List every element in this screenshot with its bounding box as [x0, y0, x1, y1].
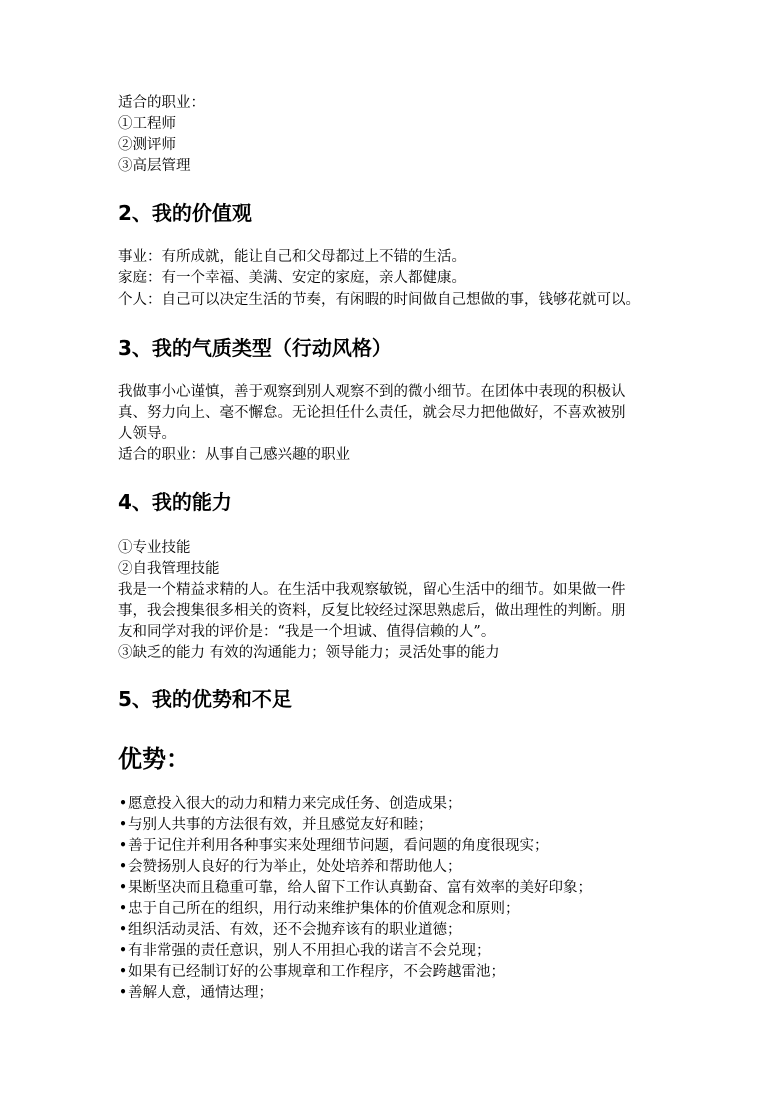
- temperament-line: 人领导。: [118, 426, 176, 442]
- bullet-marker: •: [118, 796, 128, 812]
- bullet-marker: •: [118, 901, 128, 917]
- ability-line: 我是一个精益求精的人。在生活中我观察敏锐，留心生活中的细节。如果做一件: [118, 582, 626, 598]
- strength-item: [118, 983, 273, 1003]
- values-line: 事业：有所成就，能让自己和父母都过上不错的生活。: [118, 249, 466, 265]
- bullet-marker: •: [118, 859, 128, 875]
- ability-line: 友和同学对我的评价是：“我是一个坦诚、值得信赖的人”。: [118, 624, 496, 640]
- bullet-marker: •: [118, 964, 128, 980]
- strength-item: [118, 878, 592, 898]
- temperament-line: 适合的职业：从事自己感兴趣的职业: [118, 447, 350, 463]
- ability-heading: 4、我的能力: [118, 490, 232, 514]
- strengths-subheading: 优势：: [118, 745, 190, 773]
- bullet-marker: •: [118, 943, 128, 959]
- temperament-line: 我做事小心谨慎，善于观察到别人观察不到的微小细节。在团体中表现的积极认: [118, 384, 626, 400]
- strength-text: 如果有已经制订好的公事规章和工作程序，不会跨越雷池；: [128, 964, 505, 980]
- values-line: 个人：自己可以决定生活的节奏，有闲暇的时间做自己想做的事，钱够花就可以。: [118, 292, 640, 308]
- strength-text: 果断坚决而且稳重可靠，给人留下工作认真勤奋、富有效率的美好印象；: [128, 880, 592, 896]
- strength-text: 善解人意，通情达理；: [128, 985, 273, 1001]
- strength-item: [118, 794, 462, 814]
- ability-line: ②自我管理技能: [118, 561, 220, 577]
- career-item: ③高层管理: [118, 158, 191, 174]
- strength-item: [118, 899, 520, 919]
- strength-item: [118, 857, 462, 877]
- strength-text: 善于记住并利用各种事实来处理细节问题，看问题的角度很现实；: [128, 838, 549, 854]
- bullet-marker: •: [118, 922, 128, 938]
- career-item: ①工程师: [118, 116, 176, 132]
- ability-line: 事，我会搜集很多相关的资料，反复比较经过深思熟虑后，做出理性的判断。朋: [118, 603, 626, 619]
- ability-line: ①专业技能: [118, 540, 191, 556]
- temperament-line: 真、努力向上、毫不懈怠。无论担任什么责任，就会尽力把他做好，不喜欢被别: [118, 405, 626, 421]
- strength-text: 有非常强的责任意识，别人不用担心我的诺言不会兑现；: [128, 943, 491, 959]
- bullet-marker: •: [118, 838, 128, 854]
- strength-item: [118, 962, 505, 982]
- strength-text: 忠于自己所在的组织，用行动来维护集体的价值观念和原则；: [128, 901, 520, 917]
- bullet-marker: •: [118, 817, 128, 833]
- values-heading: 2、我的价值观: [118, 201, 252, 225]
- strength-item: [118, 815, 433, 835]
- values-line: 家庭：有一个幸福、美满、安定的家庭，亲人都健康。: [118, 270, 466, 286]
- ability-line: ③缺乏的能力 有效的沟通能力；领导能力；灵活处事的能力: [118, 645, 500, 661]
- career-item: ②测评师: [118, 137, 176, 153]
- strength-text: 组织活动灵活、有效，还不会抛弃该有的职业道德；: [128, 922, 462, 938]
- temperament-heading: 3、我的气质类型（行动风格）: [118, 336, 392, 360]
- strength-text: 会赞扬别人良好的行为举止，处处培养和帮助他人；: [128, 859, 462, 875]
- strength-item: [118, 941, 491, 961]
- bullet-marker: •: [118, 880, 128, 896]
- bullet-marker: •: [118, 985, 128, 1001]
- strength-item: [118, 836, 549, 856]
- strength-text: 与别人共事的方法很有效，并且感觉友好和睦；: [128, 817, 433, 833]
- strength-text: 愿意投入很大的动力和精力来完成任务、创造成果；: [128, 796, 462, 812]
- strengths-heading: 5、我的优势和不足: [118, 687, 292, 711]
- strength-item: [118, 920, 462, 940]
- career-fit-label: 适合的职业：: [118, 95, 205, 111]
